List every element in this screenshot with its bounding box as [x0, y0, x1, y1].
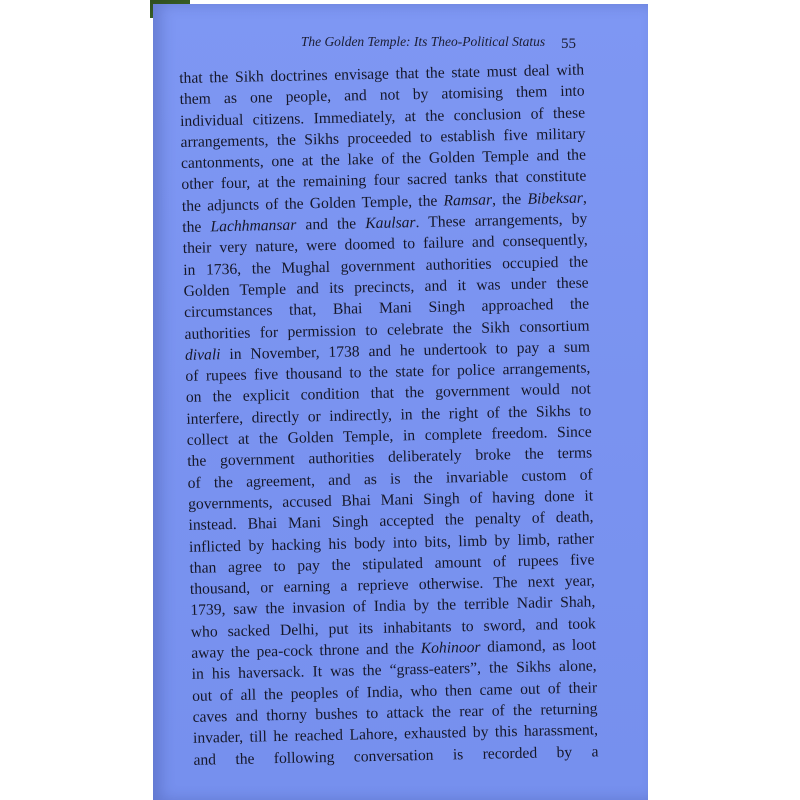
text-run: in his haversack. It was the “grass-eaters”, the Sikhs alone,: [191, 657, 597, 684]
text-run: their very nature, were doomed to failure and consequently,: [182, 231, 588, 258]
text-run: cantonments, one at the lake of the Golden Temple and the: [180, 146, 587, 173]
text-run: authorities for permission to celebrate the Sikh consortium: [184, 317, 590, 343]
text-run: and the: [296, 215, 366, 234]
text-run: diamond, as loot: [480, 636, 597, 656]
text-run: . These arrangements, by: [415, 210, 588, 232]
text-run: ,: [582, 189, 587, 207]
text-run: in November, 1738 and he undertook to pay a sum: [220, 338, 591, 364]
text-run: 1739, saw the invasion of India by the terrible Nadir Shah,: [190, 593, 596, 620]
text-run: that the Sikh doctrines envisage that the state must deal with: [179, 61, 585, 87]
text-run: away the pea-cock throne and the: [191, 640, 421, 662]
text-run: Golden Temple and its precincts, and it was under these: [183, 274, 589, 300]
text-run: instead. Bhai Mani Singh accepted the penalty of death,: [188, 508, 594, 535]
text-run: of rupees five thousand to the state for police arrangements,: [185, 359, 591, 386]
text-run: them as one people, and not by atomising them into: [179, 82, 585, 109]
text-run: collect at the Golden Temple, in complete freedom. Since: [186, 423, 592, 449]
text-run: interfere, directly or indirectly, in the right of the Sikhs to: [186, 402, 592, 428]
text-run: thousand, or earning a reprieve otherwise. The next year,: [189, 572, 596, 599]
text-run: than agree to pay the stipulated amount of rupees five: [189, 551, 595, 577]
text-run: the government authorities deliberately broke the terms: [187, 444, 593, 471]
page-number: 55: [561, 36, 576, 52]
running-title: The Golden Temple: Its Theo-Political Status: [300, 34, 546, 49]
italic-term: Ramsar: [443, 191, 493, 210]
italic-term: Bibeksar: [527, 189, 584, 208]
text-run: individual citizens. Immediately, at the conclusion of these: [179, 104, 586, 130]
text-run: , the: [491, 190, 528, 209]
text-run: other four, at the remaining four sacred tanks that constitute: [181, 167, 587, 194]
book-page: [153, 4, 648, 800]
text-run: inflicted by hacking his body into bits, limb by limb, rather: [188, 529, 595, 556]
text-run: who sacked Delhi, put its inhabitants to sword, and took: [190, 615, 596, 641]
italic-term: divali: [184, 346, 221, 364]
text-run: of the agreement, and as is the invariable custom of: [187, 466, 593, 492]
text-run: caves and thorny bushes to attack the rear of the returning: [192, 700, 598, 726]
text-run: in 1736, the Mughal government authorities occupied the: [183, 253, 589, 279]
text-run: the adjuncts of the Golden Temple, the: [181, 192, 444, 215]
text-run: and the following conversation is recorded by a: [193, 742, 599, 769]
text-run: invader, till he reached Lahore, exhausted by this harassment,: [192, 721, 599, 748]
body-text: [179, 60, 599, 771]
text-run: the: [182, 218, 211, 237]
text-run: on the explicit condition that the government would not: [185, 380, 591, 407]
italic-term: Kaulsar: [365, 214, 416, 233]
text-run: out of all the peoples of India, who then came out of their: [191, 678, 598, 705]
text-run: circumstances that, Bhai Mani Singh approached the: [183, 295, 590, 322]
italic-term: Kohinoor: [420, 638, 481, 658]
italic-term: Lachhmansar: [210, 216, 297, 236]
text-run: arrangements, the Sikhs proceeded to establish five military: [180, 125, 586, 151]
text-run: governments, accused Bhai Mani Singh of having done it: [187, 487, 594, 513]
